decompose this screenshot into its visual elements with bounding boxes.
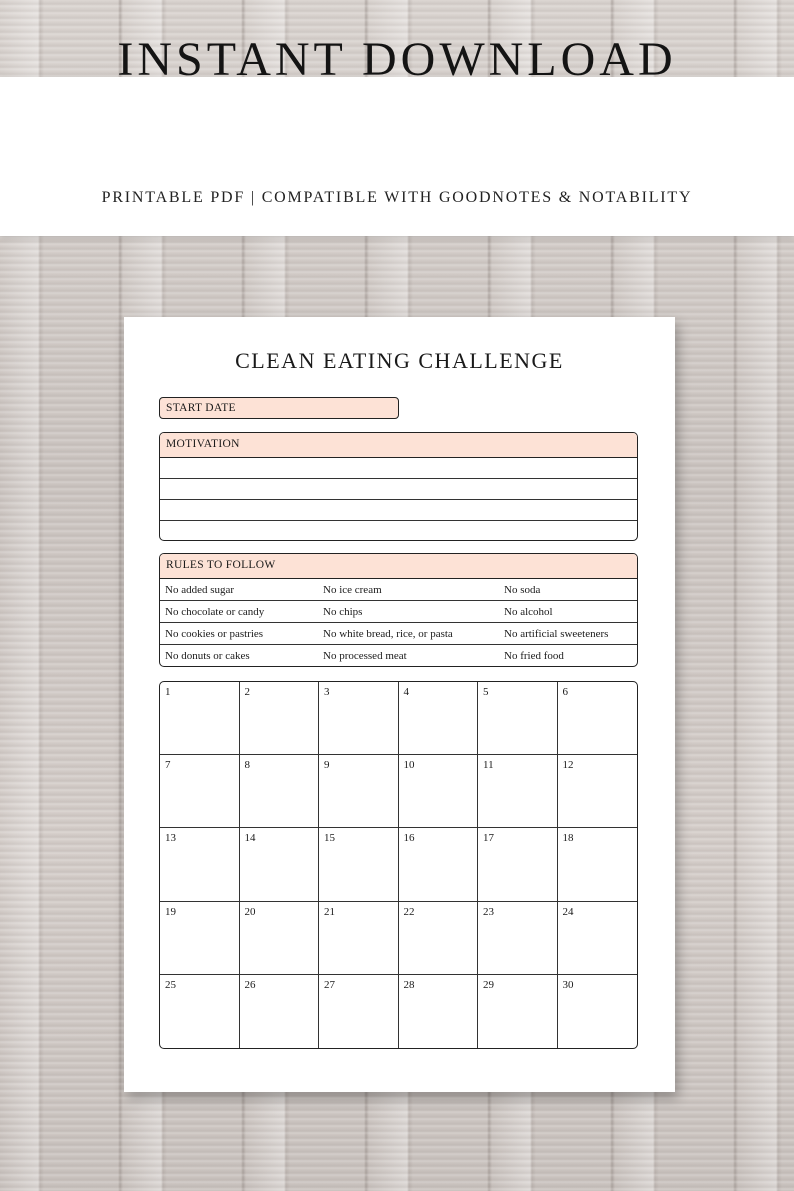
motivation-line[interactable]	[160, 521, 637, 541]
rule-item: No chips	[323, 606, 363, 618]
rule-item: No artificial sweeteners	[504, 628, 609, 640]
day-cell[interactable]	[478, 975, 558, 1048]
day-cell[interactable]	[319, 902, 399, 975]
day-number: 29	[483, 978, 494, 991]
day-cell[interactable]	[319, 682, 399, 755]
rule-item: No cookies or pastries	[165, 628, 264, 640]
day-number: 25	[165, 978, 176, 991]
banner-subtitle: PRINTABLE PDF | COMPATIBLE WITH GOODNOTES & NOTABILITY	[101, 189, 693, 206]
day-cell[interactable]	[160, 828, 240, 901]
motivation-line[interactable]	[160, 479, 637, 500]
day-number: 2	[244, 686, 250, 698]
rule-item: No added sugar	[165, 584, 235, 596]
day-cell[interactable]	[399, 828, 479, 901]
day-number: 3	[324, 686, 330, 698]
rule-item: No chocolate or candy	[165, 606, 265, 618]
day-number: 5	[483, 686, 489, 698]
day-cell[interactable]	[478, 902, 558, 975]
rule-item: No fried food	[504, 650, 564, 662]
motivation-line[interactable]	[160, 458, 637, 479]
banner-title: INSTANT DOWNLOAD	[117, 33, 677, 86]
day-cell[interactable]	[240, 682, 320, 755]
sheet-title: CLEAN EATING CHALLENGE	[235, 348, 564, 373]
day-number: 10	[403, 759, 415, 772]
day-cell[interactable]	[558, 828, 638, 901]
day-number: 19	[165, 905, 176, 918]
day-number: 23	[483, 905, 494, 918]
day-cell[interactable]	[319, 755, 399, 828]
rule-item: No alcohol	[504, 606, 553, 618]
day-cell[interactable]	[478, 828, 558, 901]
rule-item: No donuts or cakes	[165, 650, 250, 662]
rule-row	[160, 579, 637, 601]
day-cell[interactable]	[558, 682, 638, 755]
day-number: 1	[165, 686, 171, 698]
day-number: 18	[562, 832, 574, 845]
day-number: 8	[244, 759, 250, 772]
day-cell[interactable]	[240, 975, 320, 1048]
motivation-line[interactable]	[160, 500, 637, 521]
planner-sheet	[124, 317, 675, 1092]
day-cell[interactable]	[160, 755, 240, 828]
rules-box	[159, 553, 638, 667]
start-date-field[interactable]	[159, 397, 399, 419]
day-cell[interactable]	[399, 682, 479, 755]
day-number: 24	[562, 905, 574, 918]
day-number: 7	[165, 759, 171, 772]
day-cell[interactable]	[160, 975, 240, 1048]
day-cell[interactable]	[240, 828, 320, 901]
day-number: 4	[403, 686, 409, 698]
day-cell[interactable]	[399, 755, 479, 828]
motivation-label: MOTIVATION	[166, 438, 240, 450]
day-number: 11	[483, 759, 494, 772]
day-cell[interactable]	[160, 902, 240, 975]
day-cell[interactable]	[399, 902, 479, 975]
day-number: 26	[244, 978, 256, 991]
day-cell[interactable]	[558, 975, 638, 1048]
rules-header	[160, 554, 637, 579]
day-number: 28	[403, 978, 415, 991]
start-date-label: START DATE	[166, 402, 236, 414]
day-number: 17	[483, 832, 494, 845]
day-number: 14	[244, 832, 256, 845]
day-cell[interactable]	[160, 682, 240, 755]
rules-label: RULES TO FOLLOW	[166, 559, 276, 571]
day-number: 30	[562, 978, 574, 991]
day-number: 9	[324, 759, 330, 772]
day-number: 22	[403, 905, 415, 918]
day-cell[interactable]	[319, 828, 399, 901]
rule-item: No soda	[504, 584, 541, 596]
day-cell[interactable]	[478, 755, 558, 828]
motivation-box	[159, 432, 638, 541]
day-number: 6	[562, 686, 568, 698]
day-number: 27	[324, 978, 335, 991]
day-cell[interactable]	[558, 902, 638, 975]
day-number: 21	[324, 905, 335, 918]
motivation-header	[160, 433, 637, 458]
day-cell[interactable]	[478, 682, 558, 755]
day-cell[interactable]	[240, 902, 320, 975]
rule-item: No processed meat	[323, 650, 407, 662]
banner	[0, 33, 794, 236]
rule-row	[160, 601, 637, 623]
day-cell[interactable]	[399, 975, 479, 1048]
rule-row	[160, 623, 637, 645]
day-tracker-grid	[159, 681, 638, 1049]
rule-row	[160, 645, 637, 666]
day-number: 20	[244, 905, 256, 918]
day-cell[interactable]	[319, 975, 399, 1048]
day-cell[interactable]	[240, 755, 320, 828]
day-number: 13	[165, 832, 176, 845]
rule-item: No ice cream	[323, 584, 382, 596]
rule-item: No white bread, rice, or pasta	[323, 628, 453, 640]
day-cell[interactable]	[558, 755, 638, 828]
day-number: 12	[562, 759, 574, 772]
day-number: 15	[324, 832, 335, 845]
day-number: 16	[403, 832, 415, 845]
